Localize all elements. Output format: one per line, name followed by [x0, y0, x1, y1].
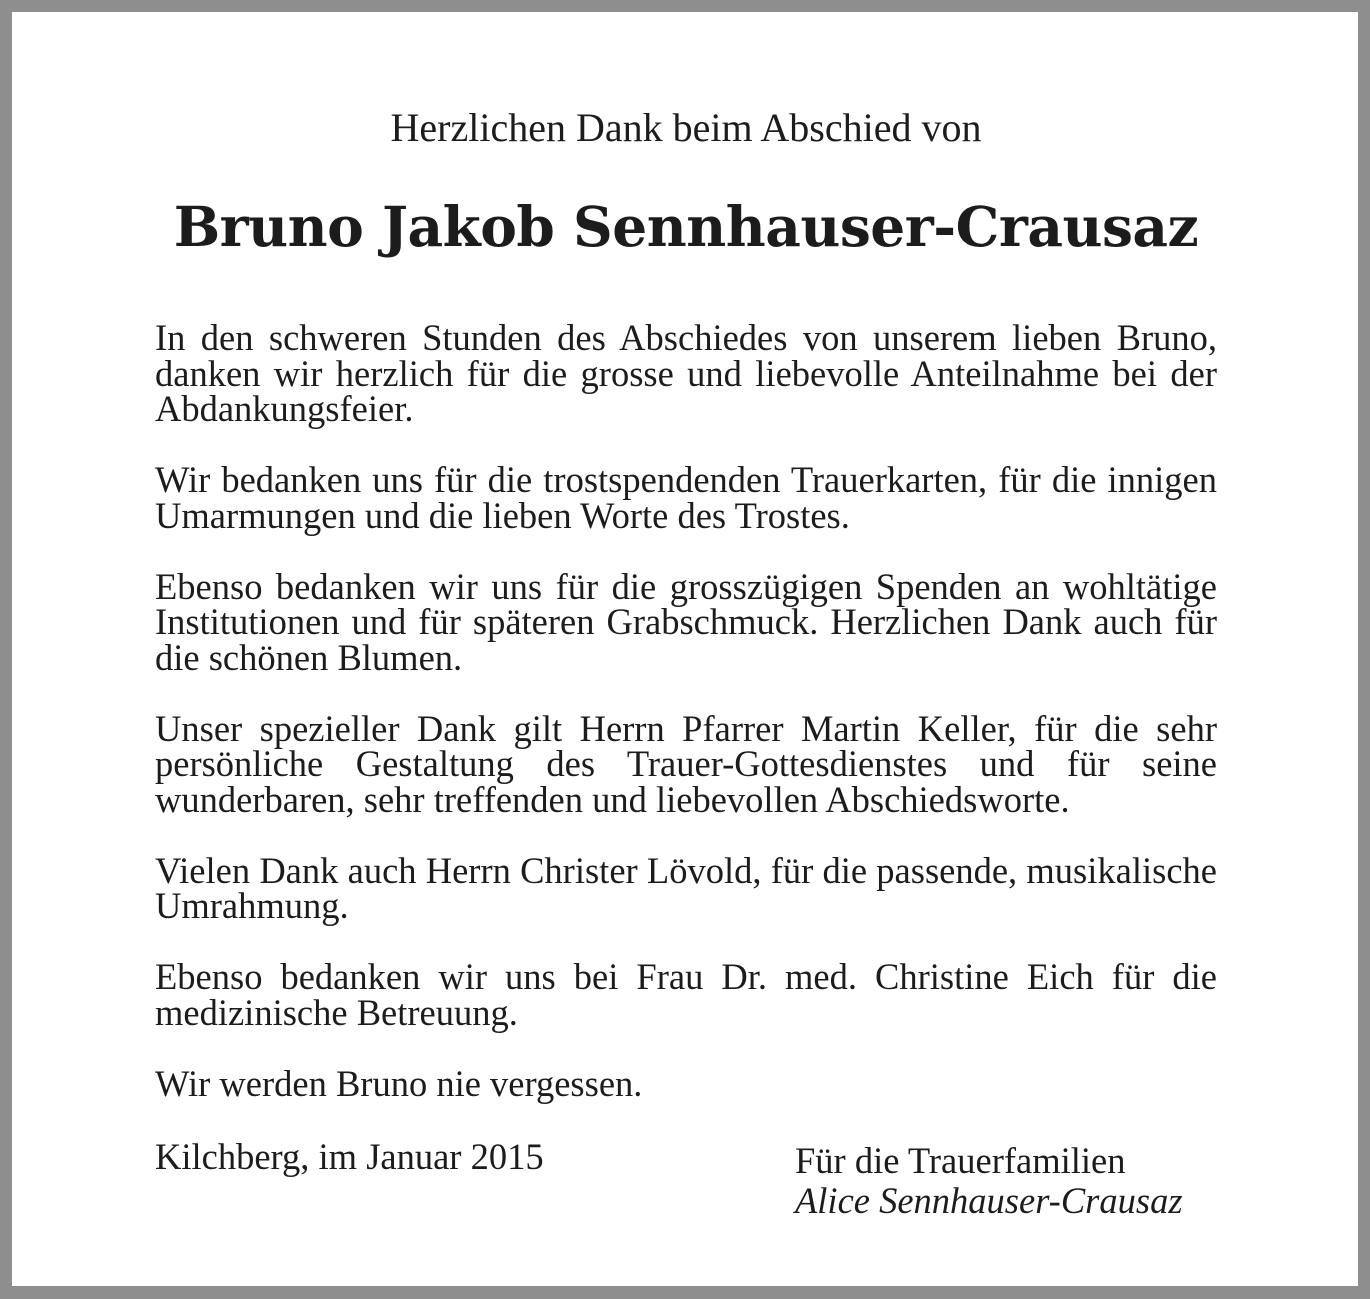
signature-line: Für die Trauerfamilien: [795, 1140, 1126, 1181]
signature-block: [795, 1141, 1183, 1221]
paragraph-thanks-cards: Wir bedanken uns für die trostspendenden Trauerkarten, für die innigen Umarmungen und die lieben Worte des Trostes.: [155, 459, 1217, 536]
paragraph-remembrance: Wir werden Bruno nie vergessen.: [155, 1062, 643, 1104]
notice-page: [12, 12, 1358, 1286]
paragraph-thanks-pastor: Unser spezieller Dank gilt Herrn Pfarrer Martin Keller, für die sehr persönliche Gestaltung des Trauer-Gottesdienstes und für seine wunderbaren, sehr treffenden und liebevollen Abschiedsworte.: [155, 707, 1217, 820]
notice-body: [155, 317, 1217, 1137]
signer-name: Alice Sennhauser-Crausaz: [795, 1180, 1183, 1221]
notice-intro: Herzlichen Dank beim Abschied von: [390, 105, 982, 150]
place-date: Kilchberg, im Januar 2015: [155, 1136, 544, 1177]
paragraph-thanks-donations: Ebenso bedanken wir uns für die grosszügigen Spenden an wohltätige Institutionen und für späteren Grabschmuck. Herzlichen Dank auch für die schönen Blumen.: [155, 565, 1217, 678]
deceased-name: Bruno Jakob Sennhauser-Crausaz: [173, 194, 1199, 259]
paragraph-thanks-music: Vielen Dank auch Herrn Christer Lövold, für die passende, musikalische Umrahmung.: [155, 849, 1217, 926]
paragraph-thanks-sympathy: In den schweren Stunden des Abschiedes von unserem lieben Bruno, danken wir herzlich für die grosse und liebevolle Anteilnahme bei der Abdankungsfeier.: [155, 317, 1217, 429]
paragraph-thanks-doctor: Ebenso bedanken wir uns bei Frau Dr. med. Christine Eich für die medizinische Betreuung.: [155, 956, 1217, 1033]
